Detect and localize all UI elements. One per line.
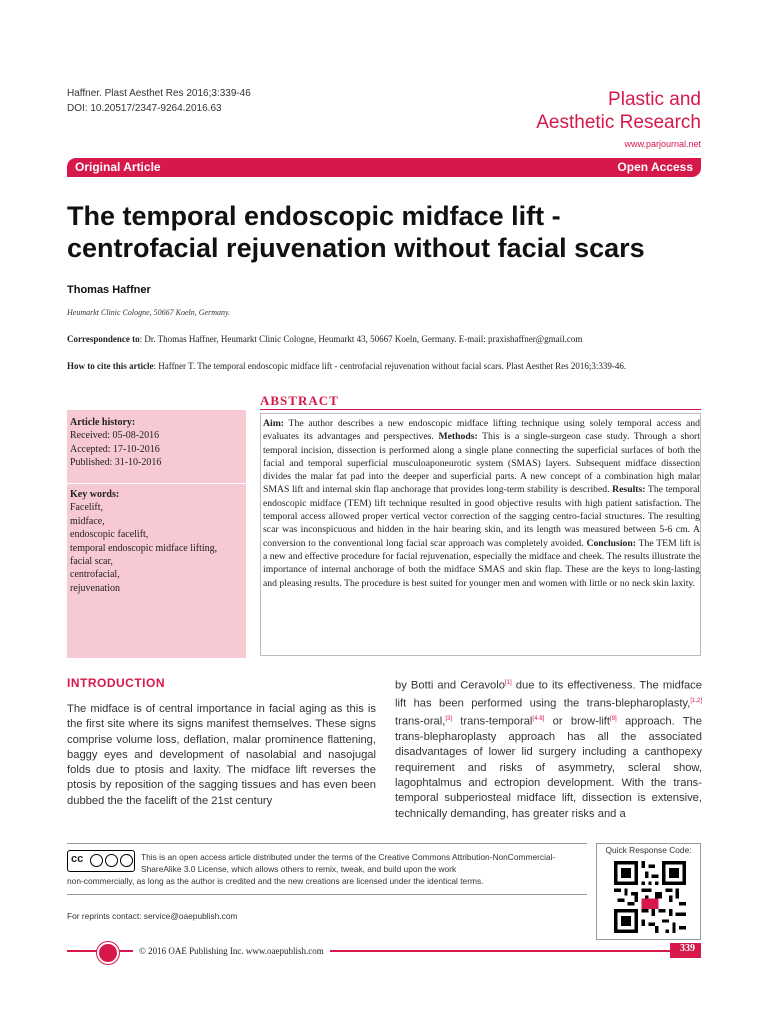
license-text-continued: non-commercially, as long as the author is credited and the new creations are licensed under the identical terms. bbox=[67, 876, 484, 886]
abstract-box bbox=[260, 413, 701, 656]
introduction-heading: INTRODUCTION bbox=[67, 676, 165, 690]
article-title: The temporal endoscopic midface lift - centrofacial rejuvenation without facial scars bbox=[67, 201, 645, 263]
history-label: Article history: bbox=[70, 417, 136, 428]
open-access-label: Open Access bbox=[617, 160, 693, 174]
methods-text: This is a single-surgeon case study. Through a short temporal incision, dissection is performed along a single plane connecting the superficial surfaces of both the facial and temporal superficial musculoaponeurotic system (SMAS) layers. Subsequent midface dissection divides the malar fat pad into the deeper and superficial parts. A new concept of a combination high malar SMAS lift and internal skin flap anchorage that provides long-term stability is described. bbox=[263, 431, 700, 496]
oae-logo-icon bbox=[97, 942, 119, 964]
doi-line: DOI: 10.20517/2347-9264.2016.63 bbox=[67, 103, 222, 114]
how-to-cite bbox=[67, 360, 701, 373]
sidebar-divider bbox=[67, 483, 246, 484]
intro-text: trans-oral, bbox=[395, 715, 446, 728]
license-box bbox=[67, 843, 587, 895]
reference-link[interactable]: [3] bbox=[445, 716, 453, 723]
how-to-cite-label: How to cite this article bbox=[67, 361, 154, 371]
keyword-item: Facelift, bbox=[70, 502, 104, 514]
qr-code-box bbox=[596, 843, 701, 940]
journal-name-line1: Plastic and bbox=[608, 89, 701, 110]
correspondence-text: : Dr. Thomas Haffner, Heumarkt Clinic Cologne, Heumarkt 43, 50667 Koeln, Germany. E-mail: praxishaffner@gmail.com bbox=[139, 334, 583, 344]
affiliation: Heumarkt Clinic Cologne, 50667 Koeln, Germany. bbox=[67, 308, 231, 317]
published-date: Published: 31-10-2016 bbox=[70, 457, 162, 469]
journal-name bbox=[536, 88, 701, 134]
page-number: 339 bbox=[670, 943, 701, 958]
methods-label: Methods: bbox=[438, 431, 478, 443]
journal-name-line2: Aesthetic Research bbox=[536, 112, 701, 133]
cc-license-icon[interactable]: cc bbox=[67, 850, 135, 872]
intro-text: or brow-lift bbox=[544, 715, 611, 728]
how-to-cite-text: : Haffner T. The temporal endoscopic midface lift - centrofacial rejuvenation without facial scars. Plast Aesthet Res 2016;3:339-46. bbox=[153, 361, 627, 371]
article-sidebar bbox=[67, 410, 246, 658]
intro-text: approach. The trans-blepharoplasty approach has all the associated disadvantages of lower lid surgery including a canthopexy requirement and risks of asymmetry, scleral show, lagophtalmus and ectropion development. With the trans-temporal subperiosteal midface lift, dissection is extensive, technically demanding, has greater risks and a bbox=[395, 715, 703, 820]
keyword-item: facial scar, bbox=[70, 556, 113, 568]
correspondence-label: Correspondence to bbox=[67, 334, 140, 344]
journal-url[interactable]: www.parjournal.net bbox=[624, 139, 701, 149]
conclusion-label: Conclusion: bbox=[586, 537, 636, 549]
article-type-label: Original Article bbox=[75, 160, 161, 174]
results-text: The temporal endoscopic midface (TEM) lift technique resulted in good objective results with high patient satisfaction. The temporal access allowed proper vertical vector correction of the sagging centro-facial structures. The resulting scar was inconspicuous and hidden in the hair bearing skin, and its length was measured between 5-6 cm. A conversion to the conventional long facial scar approach was completely avoided. bbox=[263, 484, 700, 549]
keywords-label: Key words: bbox=[70, 489, 120, 500]
citation-line: Haffner. Plast Aesthet Res 2016;3:339-46 bbox=[67, 88, 251, 99]
introduction-right-column bbox=[395, 676, 702, 822]
keyword-item: endoscopic facelift, bbox=[70, 529, 149, 541]
keyword-item: midface, bbox=[70, 515, 105, 527]
qr-code-label: Quick Response Code: bbox=[605, 845, 692, 855]
keyword-item: rejuvenation bbox=[70, 582, 120, 594]
reference-link[interactable]: [1,2] bbox=[690, 698, 702, 705]
abstract-text bbox=[263, 417, 700, 590]
intro-text: due to its effectiveness. The midface lift has been performed using the trans-blepharoplasty, bbox=[395, 679, 702, 710]
reprints-contact: For reprints contact: service@oaepublish.com bbox=[67, 911, 238, 921]
accepted-date: Accepted: 17-10-2016 bbox=[70, 443, 160, 455]
aim-label: Aim: bbox=[263, 418, 284, 429]
reference-link[interactable]: [1] bbox=[505, 680, 512, 686]
intro-text: trans-temporal bbox=[452, 715, 533, 728]
results-label: Results: bbox=[612, 484, 646, 496]
author-name: Thomas Haffner bbox=[67, 284, 151, 296]
abstract-heading: ABSTRACT bbox=[260, 393, 339, 408]
correspondence bbox=[67, 334, 582, 344]
abstract-divider bbox=[260, 409, 701, 410]
qr-code[interactable] bbox=[614, 861, 686, 933]
article-history bbox=[70, 416, 161, 470]
reference-link[interactable]: [9] bbox=[610, 716, 617, 723]
article-type-bar bbox=[67, 158, 701, 177]
reference-link[interactable]: [4-8] bbox=[532, 716, 545, 723]
keyword-item: centrofacial, bbox=[70, 569, 120, 581]
keywords bbox=[70, 488, 217, 595]
intro-text: by Botti and Ceravolo bbox=[395, 679, 505, 692]
received-date: Received: 05-08-2016 bbox=[70, 430, 160, 442]
footer-copyright: © 2016 OAE Publishing Inc. www.oaepublish.com bbox=[133, 946, 330, 956]
keyword-item: temporal endoscopic midface lifting, bbox=[70, 542, 218, 554]
aim-text: The author describes a new endoscopic midface lifting technique using solely temporal access and evaluates its advantages and perspectives. bbox=[263, 418, 700, 443]
introduction-left-column: The midface is of central importance in facial aging as this is the first site where its signs manifest themselves. These signs comprise volume loss, deflation, malar prominence flattening, baggy eyes and development of nasolabial and nasojugal folds due to ptosis and laxity. The midface lift reverses the ptosis by reposition of the sagging tissues and has even been dubbed the the facelift of the 21st century bbox=[67, 703, 376, 807]
conclusion-text: The TEM lift is a new and effective procedure for facial rejuvenation, especially the midface and cheek. The results illustrate the importance of internal anchorage of both the midface SMAS and skin flap. These are the keys to long-lasting and pleasing results. The procedure is best suited for younger men and women with little or no neck skin laxity. bbox=[263, 537, 701, 589]
license-text: This is an open access article distributed under the terms of the Creative Commons Attribution-NonCommercial-ShareAlike 3.0 License, which allows others to remix, tweak, and build upon the work bbox=[141, 852, 556, 874]
